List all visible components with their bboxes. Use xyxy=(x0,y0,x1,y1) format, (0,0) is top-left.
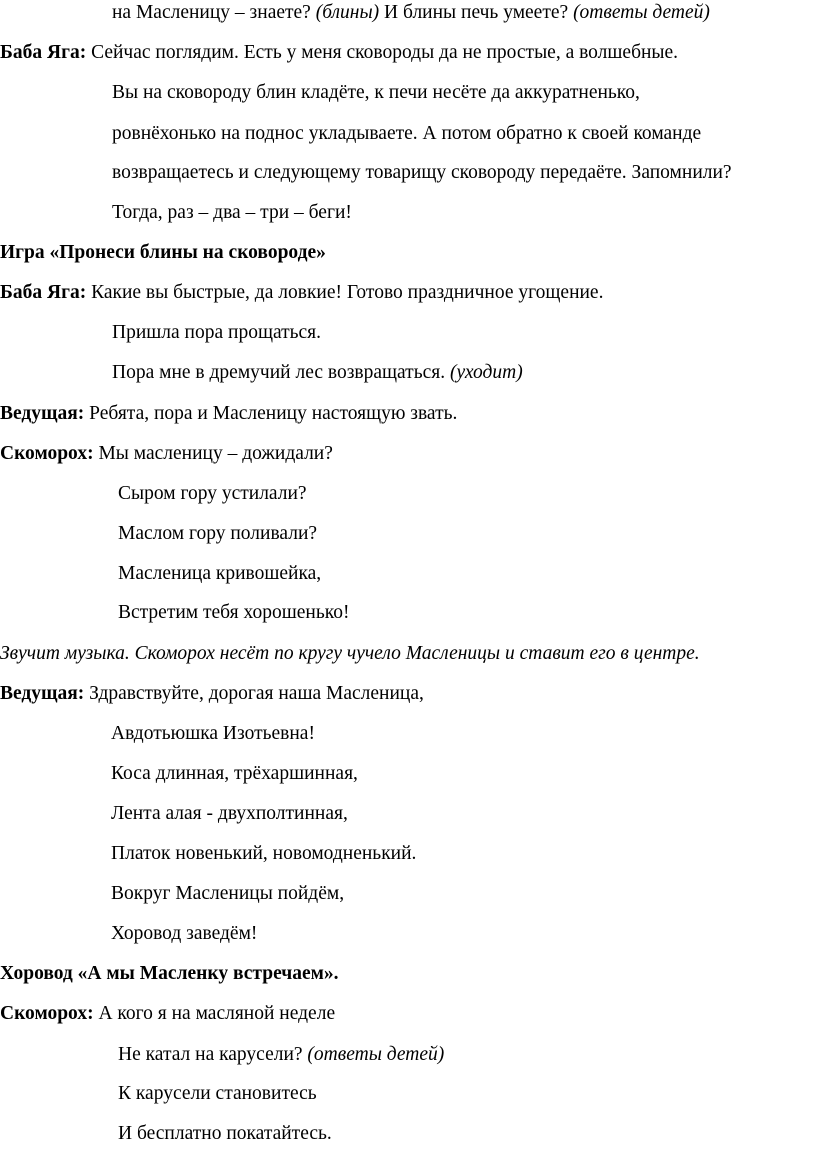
text-span: Сейчас поглядим. Есть у меня сковороды да не простые, а волшебные. xyxy=(86,42,679,63)
text-span: Платок новенький, новомодненький. xyxy=(111,843,417,864)
text-span: Не катал на карусели? xyxy=(118,1044,308,1065)
bold-text: Баба Яга: xyxy=(0,42,87,63)
text-span: К карусели становитесь xyxy=(118,1083,317,1104)
italic-text: (уходит) xyxy=(449,362,523,383)
bold-text: Ведущая: xyxy=(0,683,85,704)
text-span: Масленица кривошейка, xyxy=(118,563,322,584)
text-span: Здравствуйте, дорогая наша Масленица, xyxy=(84,683,424,704)
bold-text: Скоморох: xyxy=(0,443,94,464)
text-line xyxy=(0,404,457,424)
text-line xyxy=(0,1004,335,1024)
text-span: Какие вы быстрые, да ловкие! Готово праздничное угощение. xyxy=(86,282,604,303)
text-line xyxy=(118,603,349,623)
text-span: Пора мне в дремучий лес возвращаться. xyxy=(112,362,450,383)
text-line xyxy=(112,3,710,23)
text-span: И блины печь умеете? xyxy=(379,2,574,23)
text-line xyxy=(112,323,321,343)
text-span: Маслом гору поливали? xyxy=(118,523,318,544)
text-span: А кого я на масляной неделе xyxy=(93,1003,336,1024)
text-span: Ребята, пора и Масленицу настоящую звать. xyxy=(84,403,458,424)
text-line xyxy=(0,283,603,303)
text-line xyxy=(111,764,358,784)
text-line xyxy=(112,83,640,103)
text-line xyxy=(112,203,352,223)
italic-text: (ответы детей) xyxy=(307,1044,445,1065)
text-line xyxy=(112,163,732,183)
text-span: Лента алая - двухполтинная, xyxy=(111,803,348,824)
text-span: Вокруг Масленицы пойдём, xyxy=(111,883,345,904)
text-span: Мы масленицу – дожидали? xyxy=(93,443,333,464)
text-span: Хоровод заведём! xyxy=(111,923,258,944)
italic-text: Звучит музыка. Скоморох несёт по кругу чучело Масленицы и ставит его в центре. xyxy=(0,643,700,664)
text-line xyxy=(0,243,326,263)
text-line xyxy=(111,724,315,744)
text-line xyxy=(0,43,678,63)
text-span: возвращаетесь и следующему товарищу сковороду передаёте. Запомнили? xyxy=(112,162,732,183)
text-line xyxy=(112,124,701,144)
text-span: И бесплатно покатайтесь. xyxy=(118,1123,332,1144)
text-line xyxy=(111,884,344,904)
bold-text: Ведущая: xyxy=(0,403,85,424)
text-line xyxy=(118,564,321,584)
text-line xyxy=(112,363,523,383)
text-line xyxy=(118,484,307,504)
text-span: Коса длинная, трёхаршинная, xyxy=(111,763,358,784)
text-line xyxy=(0,644,700,664)
text-span: Вы на сковороду блин кладёте, к печи несёте да аккуратненько, xyxy=(112,82,640,103)
text-line xyxy=(111,844,416,864)
text-span: Встретим тебя хорошенько! xyxy=(118,602,350,623)
text-span: ровнёхонько на поднос укладываете. А потом обратно к своей команде xyxy=(112,123,702,144)
text-span: Тогда, раз – два – три – беги! xyxy=(112,202,352,223)
bold-text: Игра «Пронеси блины на сковороде» xyxy=(0,242,326,263)
text-line xyxy=(111,804,348,824)
text-line xyxy=(0,964,339,984)
text-span: Авдотьюшка Изотьевна! xyxy=(111,723,315,744)
text-line xyxy=(0,684,424,704)
text-span: на Масленицу – знаете? xyxy=(112,2,316,23)
text-span: Пришла пора прощаться. xyxy=(112,322,322,343)
text-line xyxy=(118,1124,332,1144)
text-line xyxy=(118,524,317,544)
italic-text: (блины) xyxy=(315,2,380,23)
bold-text: Хоровод «А мы Масленку встречаем». xyxy=(0,963,339,984)
bold-text: Скоморох: xyxy=(0,1003,94,1024)
text-line xyxy=(118,1084,317,1104)
text-span: Сыром гору устилали? xyxy=(118,483,307,504)
text-line xyxy=(118,1045,444,1065)
text-line xyxy=(111,924,257,944)
italic-text: (ответы детей) xyxy=(573,2,710,23)
bold-text: Баба Яга: xyxy=(0,282,87,303)
text-line xyxy=(0,444,333,464)
